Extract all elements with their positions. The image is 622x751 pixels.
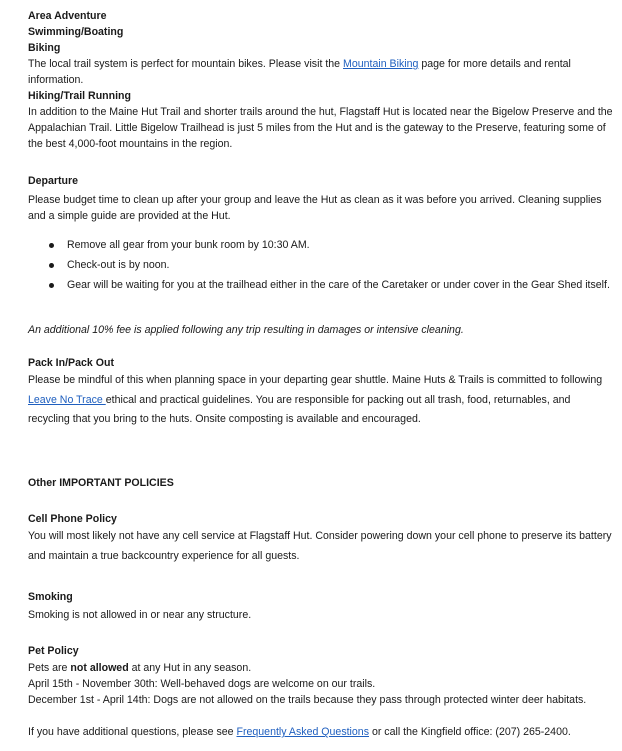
policies-heading: Other IMPORTANT POLICIES	[28, 477, 174, 489]
cell-phone-section	[28, 511, 613, 566]
pet-line-3: December 1st - April 14th: Dogs are not allowed on the trails because they pass through protected winter deer habitats.	[28, 694, 587, 706]
list-item: Gear will be waiting for you at the trailhead either in the care of the Caretaker or under cover in the Gear Shed itself.	[28, 277, 613, 293]
pet-heading: Pet Policy	[28, 645, 79, 657]
pack-heading: Pack In/Pack Out	[28, 357, 114, 369]
mountain-biking-link[interactable]: Mountain Biking	[343, 58, 419, 70]
pack-paragraph: Please be mindful of this when planning space in your departing gear shuttle. Maine Huts & Trails is committed to following Leave No Trace ethical and practical guidelines. You are responsible for packing out all trash, food, returnables, and recycling that you bring to the huts. Onsite composting is available and encouraged.	[28, 374, 603, 425]
swimming-heading: Swimming/Boating	[28, 26, 124, 38]
smoking-paragraph: Smoking is not allowed in or near any structure.	[28, 609, 252, 621]
departure-section	[28, 173, 613, 224]
biking-heading: Biking	[28, 42, 61, 54]
pet-line-2: April 15th - November 30th: Well-behaved dogs are welcome on our trails.	[28, 678, 376, 690]
area-adventure-heading: Area Adventure	[28, 10, 107, 22]
cell-phone-heading: Cell Phone Policy	[28, 513, 117, 525]
list-item: Remove all gear from your bunk room by 10:30 AM.	[28, 237, 613, 253]
departure-heading: Departure	[28, 175, 79, 187]
smoking-heading: Smoking	[28, 591, 73, 603]
hiking-paragraph: In addition to the Maine Hut Trail and shorter trails around the hut, Flagstaff Hut is located near the Bigelow Preserve and the Appalachian Trail. Little Bigelow Trailhead is just 5 miles from the Hut and is the gateway to the Preserve, featuring some of the best 4,000-foot mountains in the region.	[28, 106, 613, 150]
leave-no-trace-link[interactable]: Leave No Trace	[28, 393, 106, 406]
pet-line-1: Pets are not allowed at any Hut in any season.	[28, 662, 252, 674]
pet-section	[28, 643, 613, 708]
fee-note: An additional 10% fee is applied following any trip resulting in damages or intensive cleaning.	[28, 324, 464, 336]
footer-contact: If you have additional questions, please see Frequently Asked Questions or call the Kingfield office: (207) 265-2400.	[28, 726, 571, 738]
biking-paragraph: The local trail system is perfect for mountain bikes. Please visit the Mountain Biking page for more details and rental information.	[28, 58, 571, 86]
pack-section	[28, 355, 613, 430]
cell-phone-paragraph: You will most likely not have any cell service at Flagstaff Hut. Consider powering down your cell phone to preserve its battery and maintain a true backcountry experience for all guests.	[28, 530, 612, 562]
faq-link[interactable]: Frequently Asked Questions	[236, 726, 369, 738]
hiking-heading: Hiking/Trail Running	[28, 90, 131, 102]
area-adventure-section	[28, 8, 613, 152]
list-item: Check-out is by noon.	[28, 257, 613, 273]
departure-paragraph: Please budget time to clean up after your group and leave the Hut as clean as it was before you arrived. Cleaning supplies and a simple guide are provided at the Hut.	[28, 194, 602, 222]
smoking-section	[28, 589, 613, 623]
departure-list	[28, 237, 613, 293]
